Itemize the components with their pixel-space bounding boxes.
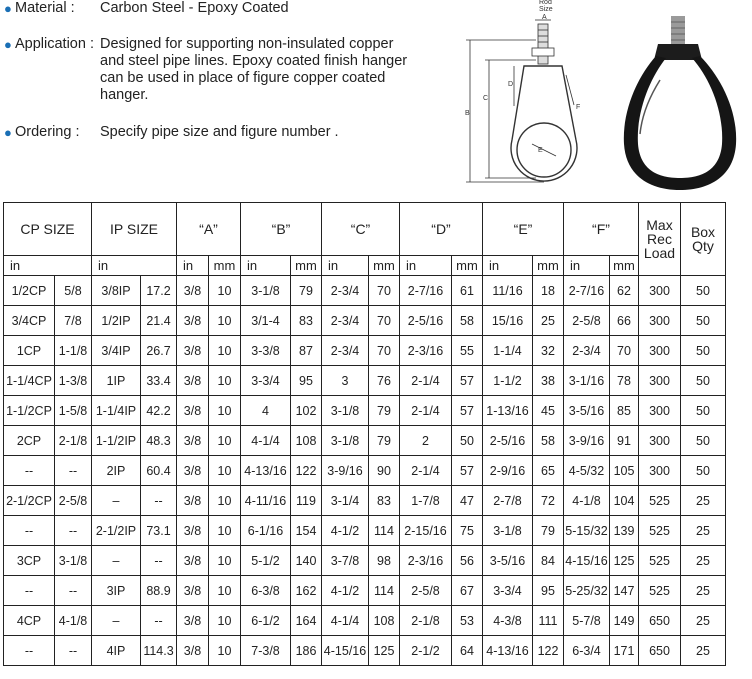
dim-a-label: A [542,14,547,21]
table-cell: 300 [639,366,681,396]
table-cell: 3-1/8 [322,396,369,426]
rod-size-label: Rod [539,0,552,6]
table-cell: 2-9/16 [483,456,533,486]
table-cell: – [92,546,141,576]
table-cell: 3-5/16 [564,396,610,426]
table-cell: 1IP [92,366,141,396]
table-cell: 32 [533,336,564,366]
table-cell: 5/8 [55,276,92,306]
dim-e-label: E [538,147,543,154]
table-cell: 147 [610,576,639,606]
table-cell: 3-7/8 [322,546,369,576]
table-cell: 2-3/4 [564,336,610,366]
table-cell: 1/2IP [92,306,141,336]
header-e: “E” [483,203,564,256]
table-cell: 42.2 [141,396,177,426]
table-cell: 57 [452,456,483,486]
table-cell: -- [4,636,55,666]
table-cell: 3CP [4,546,55,576]
table-cell: 87 [291,336,322,366]
table-cell: 83 [369,486,400,516]
table-cell: 108 [369,606,400,636]
table-cell: 3/8 [177,456,209,486]
table-cell: 6-1/16 [241,516,291,546]
unit-in: in [177,256,209,276]
table-cell: 111 [533,606,564,636]
table-cell: 3/8 [177,276,209,306]
table-cell: 57 [452,396,483,426]
bullet-icon: ● [4,125,12,140]
table-cell: 83 [291,306,322,336]
table-cell: 10 [209,576,241,606]
table-cell: 525 [639,516,681,546]
table-cell: 6-3/8 [241,576,291,606]
table-cell: 10 [209,396,241,426]
table-cell: 1-1/4 [483,336,533,366]
table-cell: 122 [291,456,322,486]
unit-in: in [564,256,610,276]
table-cell: 3-1/8 [322,426,369,456]
table-cell: 2-1/8 [400,606,452,636]
table-cell: 2-1/4 [400,366,452,396]
table-cell: 154 [291,516,322,546]
table-cell: 2-1/2CP [4,486,55,516]
table-cell: 1-1/4CP [4,366,55,396]
header-cp-size: CP SIZE [4,203,92,256]
table-cell: 10 [209,546,241,576]
table-cell: -- [4,516,55,546]
table-cell: 2-5/8 [564,306,610,336]
table-cell: 3/4CP [4,306,55,336]
unit-mm: mm [291,256,322,276]
table-cell: -- [141,606,177,636]
table-cell: 525 [639,576,681,606]
table-cell: 3-3/8 [241,336,291,366]
table-cell: 3-1/8 [55,546,92,576]
table-cell: 108 [291,426,322,456]
dim-b-label: B [465,110,470,117]
table-row [4,516,726,546]
table-cell: 139 [610,516,639,546]
table-cell: 114 [369,576,400,606]
table-cell: 3IP [92,576,141,606]
table-cell: 10 [209,486,241,516]
table-cell: 3/8 [177,636,209,666]
table-row [4,606,726,636]
table-cell: 122 [533,636,564,666]
table-cell: 17.2 [141,276,177,306]
table-cell: 4-1/4 [322,606,369,636]
table-cell: 76 [369,366,400,396]
specification-table [3,202,726,666]
table-cell: 104 [610,486,639,516]
table-cell: 95 [291,366,322,396]
table-cell: 2-1/4 [400,396,452,426]
table-row [4,636,726,666]
table-cell: 3/8 [177,516,209,546]
table-cell: 47 [452,486,483,516]
table-cell: -- [55,516,92,546]
table-cell: 2-3/4 [322,306,369,336]
table-cell: 4-1/8 [564,486,610,516]
table-cell: 15/16 [483,306,533,336]
table-cell: 3-9/16 [322,456,369,486]
table-cell: 84 [533,546,564,576]
table-cell: 75 [452,516,483,546]
table-cell: 3-1/4 [322,486,369,516]
table-cell: 33.4 [141,366,177,396]
table-cell: 3-9/16 [564,426,610,456]
table-cell: 1/2CP [4,276,55,306]
table-cell: 2-7/16 [400,276,452,306]
table-cell: 10 [209,366,241,396]
table-cell: 1CP [4,336,55,366]
table-cell: 79 [369,396,400,426]
table-cell: 50 [452,426,483,456]
application-value: Designed for supporting non-insulated copper and steel pipe lines. Epoxy coated finish hanger can be used in place of figure copper coated hanger. [100,36,408,103]
table-cell: 72 [533,486,564,516]
table-cell: 3-5/16 [483,546,533,576]
table-cell: 2-15/16 [400,516,452,546]
table-cell: 50 [681,456,726,486]
unit-mm: mm [610,256,639,276]
table-cell: 3/8 [177,576,209,606]
table-cell: 10 [209,276,241,306]
table-cell: 1-1/2IP [92,426,141,456]
table-cell: 3/8 [177,546,209,576]
table-cell: 38 [533,366,564,396]
table-cell: 186 [291,636,322,666]
table-cell: 650 [639,606,681,636]
table-row [4,306,726,336]
table-cell: 6-3/4 [564,636,610,666]
hanger-dimension-diagram [456,0,606,190]
table-cell: -- [55,456,92,486]
table-cell: 25 [681,546,726,576]
table-cell: 25 [681,606,726,636]
table-row [4,336,726,366]
table-row [4,366,726,396]
table-cell: 125 [369,636,400,666]
table-cell: 4 [241,396,291,426]
unit-mm: mm [369,256,400,276]
table-cell: 3-3/4 [483,576,533,606]
table-cell: 50 [681,276,726,306]
unit-in: in [322,256,369,276]
ordering-value: Specify pipe size and figure number . [100,124,339,140]
table-cell: 10 [209,516,241,546]
material-label: Material : [15,0,75,16]
table-row [4,576,726,606]
table-unit-row [4,256,726,276]
table-cell: 300 [639,306,681,336]
table-cell: 300 [639,426,681,456]
table-cell: 62 [610,276,639,306]
table-row [4,486,726,516]
table-cell: 25 [681,486,726,516]
dim-f-label: F [576,104,581,111]
table-cell: 58 [533,426,564,456]
table-cell: 3-1/8 [483,516,533,546]
table-cell: 55 [452,336,483,366]
table-cell: 3-1/8 [241,276,291,306]
table-cell: 1-5/8 [55,396,92,426]
table-cell: 7-3/8 [241,636,291,666]
table-cell: 67 [452,576,483,606]
table-cell: 300 [639,396,681,426]
table-cell: 2-3/4 [322,336,369,366]
dim-d-label: D [508,81,514,88]
table-cell: 57 [452,366,483,396]
table-cell: 2-5/8 [55,486,92,516]
table-cell: 85 [610,396,639,426]
table-cell: 73.1 [141,516,177,546]
unit-mm: mm [452,256,483,276]
table-cell: 650 [639,636,681,666]
table-cell: 79 [291,276,322,306]
table-cell: 1-13/16 [483,396,533,426]
unit-mm: mm [533,256,564,276]
table-cell: 5-25/32 [564,576,610,606]
table-cell: 26.7 [141,336,177,366]
unit-mm: mm [209,256,241,276]
table-cell: 5-7/8 [564,606,610,636]
table-cell: 18 [533,276,564,306]
table-cell: 2-1/8 [55,426,92,456]
header-max-rec-load: Max Rec Load [639,203,681,276]
table-cell: -- [4,576,55,606]
table-cell: 70 [369,306,400,336]
dim-c-label: C [483,95,489,102]
table-cell: 3/8 [177,486,209,516]
table-cell: -- [141,546,177,576]
table-cell: 21.4 [141,306,177,336]
table-cell: 164 [291,606,322,636]
table-cell: 10 [209,336,241,366]
table-cell: 2-7/8 [483,486,533,516]
table-cell: 64 [452,636,483,666]
table-cell: 50 [681,426,726,456]
bullet-icon: ● [4,37,12,52]
table-cell: 70 [369,336,400,366]
table-row [4,396,726,426]
table-cell: 66 [610,306,639,336]
table-cell: 114.3 [141,636,177,666]
table-cell: 4-1/2 [322,576,369,606]
table-cell: 2-3/4 [322,276,369,306]
table-cell: 125 [610,546,639,576]
table-cell: 91 [610,426,639,456]
table-cell: 5-15/32 [564,516,610,546]
table-cell: 95 [533,576,564,606]
table-cell: 10 [209,426,241,456]
table-cell: -- [141,486,177,516]
table-cell: 3/8 [177,366,209,396]
table-cell: 50 [681,306,726,336]
table-cell: 2-5/16 [483,426,533,456]
table-cell: 2-5/16 [400,306,452,336]
header-a: “A” [177,203,241,256]
table-cell: 25 [533,306,564,336]
table-cell: 2-1/4 [400,456,452,486]
table-cell: 10 [209,636,241,666]
table-row [4,456,726,486]
table-cell: 3/8 [177,396,209,426]
table-cell: – [92,486,141,516]
header-b: “B” [241,203,322,256]
table-cell: 5-1/2 [241,546,291,576]
table-cell: 79 [533,516,564,546]
table-cell: 3/8IP [92,276,141,306]
table-row [4,426,726,456]
ordering-label: Ordering : [15,124,80,140]
table-cell: 300 [639,336,681,366]
table-cell: 162 [291,576,322,606]
table-cell: 1-7/8 [400,486,452,516]
table-cell: 70 [369,276,400,306]
table-cell: 525 [639,546,681,576]
table-cell: 119 [291,486,322,516]
table-cell: 61 [452,276,483,306]
table-cell: 4-13/16 [241,456,291,486]
table-cell: 11/16 [483,276,533,306]
header-box-qty: Box Qty [681,203,726,276]
header-d: “D” [400,203,483,256]
table-cell: 4-15/16 [564,546,610,576]
table-cell: 102 [291,396,322,426]
table-cell: 3/8 [177,606,209,636]
table-cell: 25 [681,516,726,546]
table-cell: 7/8 [55,306,92,336]
table-cell: 2-3/16 [400,336,452,366]
table-cell: 3/1-4 [241,306,291,336]
table-cell: 10 [209,606,241,636]
table-cell: 149 [610,606,639,636]
unit-in: in [92,256,177,276]
table-header-row [4,203,726,256]
table-cell: 171 [610,636,639,666]
table-cell: 10 [209,306,241,336]
table-cell: 4CP [4,606,55,636]
bullet-icon: ● [4,1,12,16]
table-cell: 3/4IP [92,336,141,366]
rod-size-label: Size [539,6,553,13]
table-cell: 60.4 [141,456,177,486]
table-cell: 90 [369,456,400,486]
table-cell: 65 [533,456,564,486]
table-cell: 1-1/4IP [92,396,141,426]
table-cell: 4-5/32 [564,456,610,486]
table-row [4,276,726,306]
table-cell: 2 [400,426,452,456]
table-cell: 2CP [4,426,55,456]
table-cell: 50 [681,396,726,426]
table-cell: 78 [610,366,639,396]
table-cell: 4-1/2 [322,516,369,546]
unit-in: in [483,256,533,276]
table-cell: 88.9 [141,576,177,606]
table-cell: 3/8 [177,306,209,336]
table-cell: 4-3/8 [483,606,533,636]
table-cell: 4-1/8 [55,606,92,636]
table-cell: 4-1/4 [241,426,291,456]
unit-in: in [241,256,291,276]
table-cell: 98 [369,546,400,576]
table-cell: 3 [322,366,369,396]
table-cell: 10 [209,456,241,486]
unit-in: in [400,256,452,276]
table-cell: 4-15/16 [322,636,369,666]
header-ip-size: IP SIZE [92,203,177,256]
table-cell: 3/8 [177,426,209,456]
table-cell: 2-1/2IP [92,516,141,546]
table-cell: 2-7/16 [564,276,610,306]
table-cell: 4IP [92,636,141,666]
table-cell: 25 [681,576,726,606]
table-cell: 525 [639,486,681,516]
table-cell: 300 [639,456,681,486]
table-cell: 300 [639,276,681,306]
table-cell: 25 [681,636,726,666]
table-cell: 1-1/8 [55,336,92,366]
header-c: “C” [322,203,400,256]
hanger-photo [610,14,750,194]
table-cell: 2-5/8 [400,576,452,606]
table-cell: – [92,606,141,636]
unit-in: in [4,256,92,276]
table-cell: 1-3/8 [55,366,92,396]
table-cell: 4-13/16 [483,636,533,666]
table-cell: 6-1/2 [241,606,291,636]
table-cell: -- [4,456,55,486]
table-cell: 1-1/2CP [4,396,55,426]
header-f: “F” [564,203,639,256]
material-value: Carbon Steel - Epoxy Coated [100,0,289,16]
table-cell: 48.3 [141,426,177,456]
table-cell: 2IP [92,456,141,486]
table-cell: 50 [681,336,726,366]
table-cell: 50 [681,366,726,396]
table-cell: -- [55,636,92,666]
table-cell: 1-1/2 [483,366,533,396]
table-cell: 45 [533,396,564,426]
table-cell: 2-3/16 [400,546,452,576]
table-cell: 4-11/16 [241,486,291,516]
table-cell: 56 [452,546,483,576]
table-cell: 105 [610,456,639,486]
table-cell: 58 [452,306,483,336]
table-cell: 3/8 [177,336,209,366]
table-cell: 70 [610,336,639,366]
table-cell: 114 [369,516,400,546]
table-cell: 53 [452,606,483,636]
application-label: Application : [15,36,94,52]
table-cell: -- [55,576,92,606]
table-cell: 3-3/4 [241,366,291,396]
table-row [4,546,726,576]
table-cell: 3-1/16 [564,366,610,396]
table-cell: 140 [291,546,322,576]
table-cell: 2-1/2 [400,636,452,666]
table-cell: 79 [369,426,400,456]
